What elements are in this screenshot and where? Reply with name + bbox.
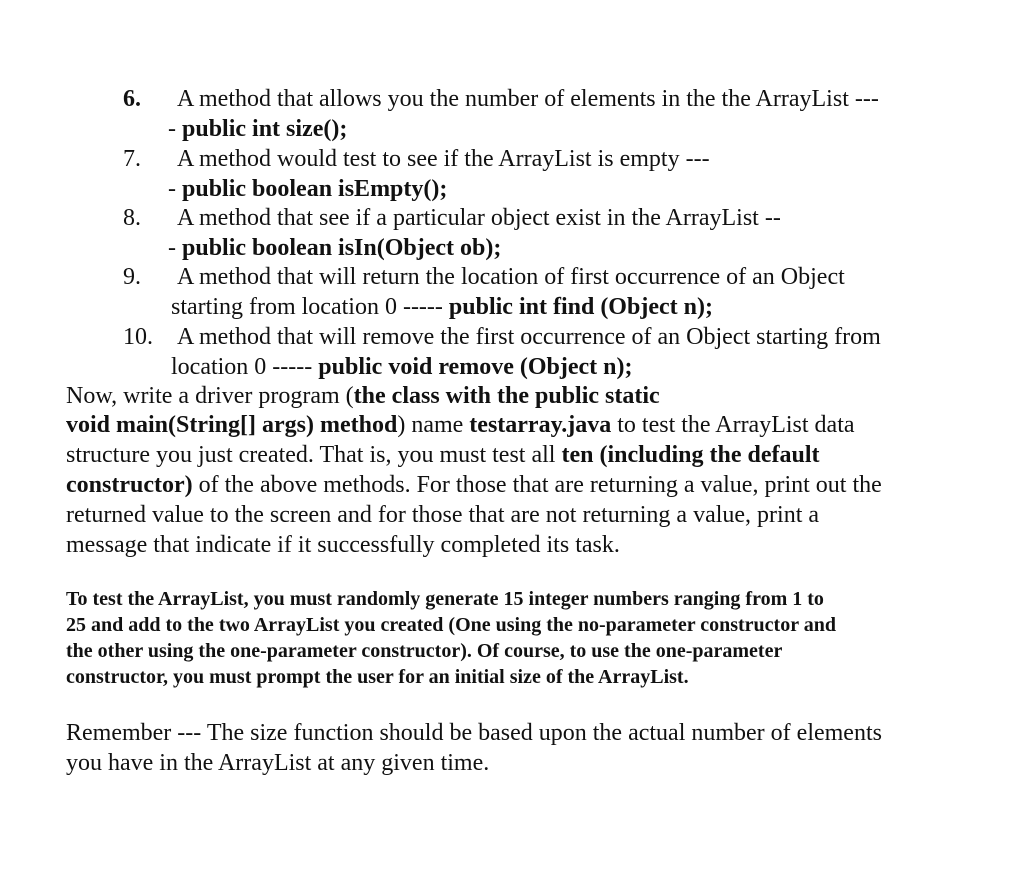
test-paragraph-line-4: constructor, you must prompt the user for an initial size of the ArrayList. [66,666,689,688]
signature-prefix: - [168,116,182,142]
list-item-text: A method would test to see if the ArrayList is empty --- [177,146,710,172]
list-item-text: A method that see if a particular object exist in the ArrayList -- [177,205,781,231]
list-item-signature [171,352,632,382]
list-item-number: 9. [123,264,141,290]
signature-prefix: location 0 ----- [171,354,319,380]
list-item-text: A method that allows you the number of elements in the the ArrayList --- [177,86,879,112]
text-run: ) name [397,412,470,438]
driver-paragraph-line-6: message that indicate if it successfully completed its task. [66,532,620,558]
remember-paragraph-line-2: you have in the ArrayList at any given time. [66,750,490,776]
text-run: of the above methods. For those that are returning a value, print out the [192,472,882,498]
list-item-signature [168,114,347,144]
method-signature: public int size(); [182,116,348,142]
list-item-text: A method that will return the location of first occurrence of an Object [177,264,845,290]
list-item-signature [171,292,713,322]
signature-prefix: - [168,176,182,202]
list-item-text: A method that will remove the first occurrence of an Object starting from [177,324,881,350]
list-item-number: 7. [123,146,141,172]
list-item-number: 8. [123,205,141,231]
text-run-bold: ten (including the default [561,442,820,468]
remember-paragraph-line-1: Remember --- The size function should be based upon the actual number of elements [66,720,882,746]
test-paragraph-line-3: the other using the one-parameter constructor). Of course, to use the one-parameter [66,640,783,662]
driver-paragraph-line-1 [66,381,660,411]
text-run: to test the ArrayList data [611,412,855,438]
method-signature: public boolean isEmpty(); [182,176,448,202]
signature-prefix: starting from location 0 ----- [171,294,449,320]
driver-paragraph-line-5: returned value to the screen and for those that are not returning a value, print a [66,502,820,528]
method-signature: public int find (Object n); [448,294,713,320]
text-run: Now, write a driver program ( [66,383,354,409]
signature-prefix: - [168,235,182,261]
test-paragraph-line-1: To test the ArrayList, you must randomly generate 15 integer numbers ranging from 1 to [66,588,824,610]
text-run-bold: the class with the public static [353,383,660,409]
text-run: structure you just created. That is, you must test all [66,442,562,468]
text-run-bold: constructor) [66,472,193,498]
driver-paragraph-line-4 [66,470,882,500]
list-item-number: 6. [123,86,141,112]
filename: testarray.java [469,412,612,438]
method-signature: public void remove (Object n); [318,354,633,380]
test-paragraph-line-2: 25 and add to the two ArrayList you created (One using the no-parameter constructor and [66,614,836,636]
list-item-signature [168,233,501,263]
driver-paragraph-line-2 [66,410,855,440]
list-item-signature [168,174,447,204]
list-item-number: 10. [123,324,153,350]
text-run-bold: void main(String[] args) method [66,412,398,438]
method-signature: public boolean isIn(Object ob); [182,235,502,261]
driver-paragraph-line-3 [66,440,820,470]
